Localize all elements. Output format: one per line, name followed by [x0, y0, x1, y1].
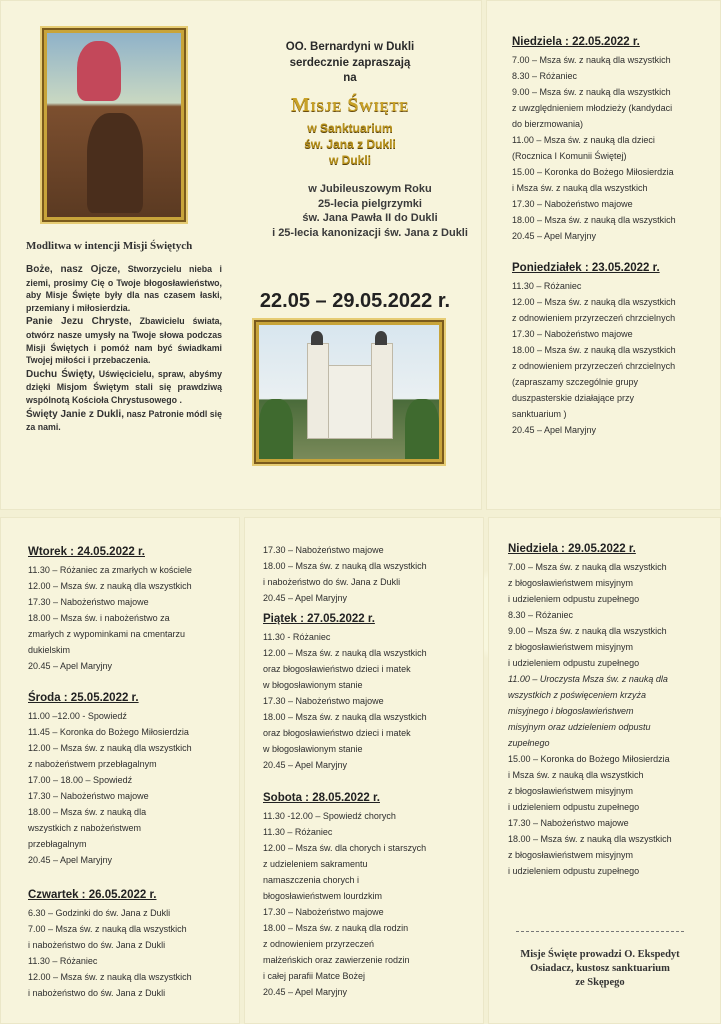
page-title: Misje Święte — [290, 94, 410, 116]
jubilee-line: św. Jana Pawła II do Dukli — [302, 212, 438, 224]
schedule-item: 20.45 – Apel Maryjny — [263, 987, 348, 997]
subtitle-line: w Dukli — [328, 153, 371, 167]
schedule-item: przebłagalnym — [28, 839, 87, 849]
schedule-item: i udzieleniem odpustu zupełnego — [508, 594, 640, 604]
schedule-item: 11.00 –12.00 - Spowiedź — [28, 711, 127, 721]
schedule-item: 11.30 – Różaniec za zmarłych w kościele — [28, 565, 192, 575]
schedule-item: 18.00 – Msza św. i nabożeństwo za — [28, 613, 170, 623]
schedule-item: 12.00 – Msza św. z nauką dla wszystkich — [263, 648, 427, 658]
day-title: Niedziela : 22.05.2022 r. — [512, 36, 640, 48]
schedule-item: 17.30 – Nabożeństwo majowe — [512, 329, 633, 339]
schedule-item: do bierzmowania) — [512, 119, 584, 129]
schedule-item: z błogosławieństwem misyjnym — [508, 642, 634, 652]
schedule-item: 17.30 – Nabożeństwo majowe — [28, 597, 149, 607]
footer-line: ze Skępego — [575, 977, 625, 988]
day-schedule — [263, 542, 478, 606]
schedule-item: i nabożeństwo do św. Jana z Dukli — [28, 988, 166, 998]
schedule-item: z uwzględnieniem młodzieży (kandydaci — [512, 103, 673, 113]
schedule-item: (Rocznica I Komunii Świętej) — [512, 151, 627, 161]
schedule-item: 20.45 – Apel Maryjny — [512, 231, 597, 241]
schedule-item: 18.00 – Msza św. z nauką dla wszystkich — [263, 712, 427, 722]
jubilee-line: w Jubileuszowym Roku — [308, 183, 432, 195]
schedule-item: z błogosławieństwem misyjnym — [508, 786, 634, 796]
invitation-text — [250, 40, 450, 87]
schedule-item: 18.00 – Msza św. z nauką dla wszystkich — [508, 834, 672, 844]
prayer-title: Modlitwa w intencji Misji Świętych — [26, 240, 193, 252]
prayer-paragraph: nasz Patronie módl się za nami. — [26, 408, 223, 433]
schedule-item: misyjnego i błogosławieństwem — [508, 706, 634, 716]
schedule-item: i udzieleniem odpustu zupełnego — [508, 802, 640, 812]
schedule-item: 20.45 – Apel Maryjny — [263, 593, 348, 603]
schedule-item: 12.00 – Msza św. z nauką dla wszystkich — [28, 972, 192, 982]
schedule-item: 18.00 – Msza św. z nauką dla wszystkich — [263, 561, 427, 571]
date-range: 22.05 – 29.05.2022 r. — [259, 290, 451, 312]
madonna-figure — [77, 41, 121, 101]
schedule-item: 7.00 – Msza św. z nauką dla wszystkich — [508, 562, 667, 572]
invite-line: serdecznie zapraszają — [289, 56, 411, 69]
prayer-paragraph: Stworzycielu nieba i ziemi, prosimy Cię o Twoje błogosławieństwo, aby Misje Święte były dla nas czasem łaski, przemiany i miłosierdzia. — [26, 264, 222, 313]
day-friday-27 — [263, 613, 478, 773]
prayer-paragraph: Zbawicielu świata, otwórz nasze umysły na Twoje słowa podczas Misji Świętych i pomóż nam być świadkami Twojej miłości i przebaczenia. — [26, 316, 222, 366]
schedule-item: z odnowieniem przyrzeczeń chrzcielnych — [512, 361, 676, 371]
footer-note — [500, 948, 700, 990]
schedule-item: błogosławieństwem lourdzkim — [263, 891, 383, 901]
schedule-item: 18.00 – Msza św. z nauką dla — [28, 807, 147, 817]
schedule-item: 12.00 – Msza św. dla chorych i starszych — [263, 843, 427, 853]
schedule-item: 20.45 – Apel Maryjny — [263, 760, 348, 770]
schedule-item: i udzieleniem odpustu zupełnego — [508, 866, 640, 876]
footer-line: Misje Święte prowadzi O. Ekspedyt — [520, 949, 680, 960]
schedule-item: 8.30 – Różaniec — [512, 71, 578, 81]
schedule-item: 18.00 – Msza św. z nauką dla wszystkich — [512, 215, 676, 225]
schedule-item: z odnowieniem przyrzeczeń — [263, 939, 375, 949]
schedule-item: 17.30 – Nabożeństwo majowe — [508, 818, 629, 828]
schedule-item: oraz błogosławieństwo dzieci i matek — [263, 728, 411, 738]
schedule-item: 15.00 – Koronka do Bożego Miłosierdzia — [512, 167, 674, 177]
tower-dome-right — [375, 331, 387, 345]
prayer-lead: Duchu Święty, — [26, 368, 95, 380]
day-title: Piątek : 27.05.2022 r. — [263, 613, 375, 625]
schedule-item: i całej parafii Matce Bożej — [263, 971, 366, 981]
saint-painting-image — [44, 30, 184, 220]
day-thursday-26-continued — [263, 542, 478, 606]
schedule-item: 7.00 – Msza św. z nauką dla wszystkich — [28, 924, 187, 934]
schedule-item: 11.30 -12.00 – Spowiedź chorych — [263, 811, 396, 821]
schedule-item: wszystkich z poświęceniem krzyża — [508, 690, 647, 700]
day-sunday-22 — [512, 36, 712, 244]
schedule-item: 6.30 – Godzinki do św. Jana z Dukli — [28, 908, 171, 918]
day-schedule — [28, 905, 238, 1001]
invite-line: OO. Bernardyni w Dukli — [285, 41, 415, 53]
day-title: Czwartek : 26.05.2022 r. — [28, 889, 157, 901]
day-title: Niedziela : 29.05.2022 r. — [508, 543, 636, 555]
day-saturday-28 — [263, 792, 478, 1000]
schedule-item: i nabożeństwo do św. Jana z Dukli — [28, 940, 166, 950]
schedule-item: z udzieleniem sakramentu — [263, 859, 368, 869]
prayer-lead: Boże, nasz Ojcze, — [26, 264, 121, 275]
prayer-paragraph: Uświęcicielu, spraw, abyśmy dzięki Misjom Świętym stali się prawdziwą wspólnotą Kościoła Chrystusowego . — [26, 368, 222, 405]
schedule-item: 17.30 – Nabożeństwo majowe — [263, 907, 384, 917]
schedule-item: małżeńskich oraz zawierzenie rodzin — [263, 955, 410, 965]
schedule-item: 17.30 – Nabożeństwo majowe — [512, 199, 633, 209]
day-title: Poniedziałek : 23.05.2022 r. — [512, 262, 660, 274]
schedule-item: 11.30 – Różaniec — [263, 827, 333, 837]
day-monday-23 — [512, 262, 712, 438]
day-schedule — [28, 562, 238, 674]
schedule-item: 9.00 – Msza św. z nauką dla wszystkich — [512, 87, 671, 97]
schedule-item: 18.00 – Msza św. z nauką dla rodzin — [263, 923, 409, 933]
schedule-item: wszystkich z nabożeństwem — [28, 823, 142, 833]
schedule-item: dukielskim — [28, 645, 71, 655]
schedule-item: i udzieleniem odpustu zupełnego — [508, 658, 640, 668]
day-schedule — [263, 808, 478, 1000]
schedule-item: namaszczenia chorych i — [263, 875, 360, 885]
jubilee-line: 25-lecia pielgrzymki — [318, 197, 422, 210]
schedule-item: 17.30 – Nabożeństwo majowe — [28, 791, 149, 801]
schedule-item: 17.30 – Nabożeństwo majowe — [263, 696, 384, 706]
schedule-item: 20.45 – Apel Maryjny — [28, 855, 113, 865]
day-wednesday-25 — [28, 692, 238, 868]
schedule-item: zmarłych z wypominkami na cmentarzu — [28, 629, 186, 639]
schedule-item: 17.00 – 18.00 – Spowiedź — [28, 775, 133, 785]
schedule-item: 11.30 – Różaniec — [28, 956, 98, 966]
subtitle-line: św. Jana z Dukli — [304, 137, 396, 151]
subtitle-line: w Sanktuarium — [307, 121, 393, 135]
schedule-item: 11.30 – Różaniec — [512, 281, 582, 291]
schedule-item: 12.00 – Msza św. z nauką dla wszystkich — [28, 743, 192, 753]
day-schedule — [508, 559, 716, 879]
schedule-item: (zapraszamy szczególnie grupy — [512, 377, 639, 387]
day-schedule — [512, 278, 712, 438]
schedule-item: 11.00 – Msza św. z nauką dla dzieci — [512, 135, 655, 145]
schedule-item: 11.45 – Koronka do Bożego Miłosierdzia — [28, 727, 189, 737]
schedule-item: 15.00 – Koronka do Bożego Miłosierdzia — [508, 754, 670, 764]
sanctuary-subtitle — [250, 120, 450, 168]
schedule-item: z błogosławieństwem misyjnym — [508, 578, 634, 588]
schedule-item: i nabożeństwo do św. Jana z Dukli — [263, 577, 401, 587]
schedule-item: duszpasterskie działające przy — [512, 393, 635, 403]
schedule-item: z błogosławieństwem misyjnym — [508, 850, 634, 860]
day-schedule — [263, 629, 478, 773]
day-schedule — [512, 52, 712, 244]
jubilee-line: i 25-lecia kanonizacji św. Jana z Dukli — [272, 226, 468, 239]
schedule-item: sanktuarium ) — [512, 409, 567, 419]
church-tower-left — [307, 343, 329, 439]
footer-line: Osiadacz, kustosz sanktuarium — [530, 963, 670, 974]
prayer-text — [26, 263, 222, 435]
schedule-item: z odnowieniem przyrzeczeń chrzcielnych — [512, 313, 676, 323]
schedule-item: 8.30 – Różaniec — [508, 610, 574, 620]
schedule-item: oraz błogosławieństwo dzieci i matek — [263, 664, 411, 674]
schedule-item: 9.00 – Msza św. z nauką dla wszystkich — [508, 626, 667, 636]
schedule-item: 12.00 – Msza św. z nauką dla wszystkich — [28, 581, 192, 591]
schedule-item: 20.45 – Apel Maryjny — [512, 425, 597, 435]
prayer-lead: Święty Janie z Dukli, — [26, 408, 124, 420]
day-title: Sobota : 28.05.2022 r. — [263, 792, 380, 804]
day-schedule — [28, 708, 238, 868]
schedule-item: 20.45 – Apel Maryjny — [28, 661, 113, 671]
tree-right — [405, 399, 439, 459]
tree-left — [259, 399, 293, 459]
schedule-item: 11.00 – Uroczysta Msza św. z nauką dla — [508, 674, 668, 684]
schedule-item: misyjnym oraz udzieleniem odpustu — [508, 722, 651, 732]
saint-figure — [87, 113, 143, 213]
schedule-item: 18.00 – Msza św. z nauką dla wszystkich — [512, 345, 676, 355]
day-title: Środa : 25.05.2022 r. — [28, 692, 139, 704]
schedule-item: 17.30 – Nabożeństwo majowe — [263, 545, 384, 555]
jubilee-text — [250, 182, 490, 240]
day-thursday-26 — [28, 889, 238, 1001]
church-tower-right — [371, 343, 393, 439]
tower-dome-left — [311, 331, 323, 345]
schedule-item: w błogosławionym stanie — [263, 744, 363, 754]
day-title: Wtorek : 24.05.2022 r. — [28, 546, 145, 558]
footer-divider — [516, 931, 684, 932]
schedule-item: i Msza św. z nauką dla wszystkich — [508, 770, 644, 780]
schedule-item: 12.00 – Msza św. z nauką dla wszystkich — [512, 297, 676, 307]
prayer-lead: Panie Jezu Chryste, — [26, 316, 132, 328]
schedule-item: 11.30 - Różaniec — [263, 632, 331, 642]
schedule-item: zupełnego — [508, 738, 550, 748]
schedule-item: 7.00 – Msza św. z nauką dla wszystkich — [512, 55, 671, 65]
day-tuesday-24 — [28, 546, 238, 674]
day-sunday-29 — [508, 543, 716, 879]
schedule-item: i Msza św. z nauką dla wszystkich — [512, 183, 648, 193]
church-photo-image — [256, 322, 442, 462]
schedule-item: w błogosławionym stanie — [263, 680, 363, 690]
schedule-item: z nabożeństwem przebłagalnym — [28, 759, 157, 769]
invite-line: na — [343, 72, 357, 84]
